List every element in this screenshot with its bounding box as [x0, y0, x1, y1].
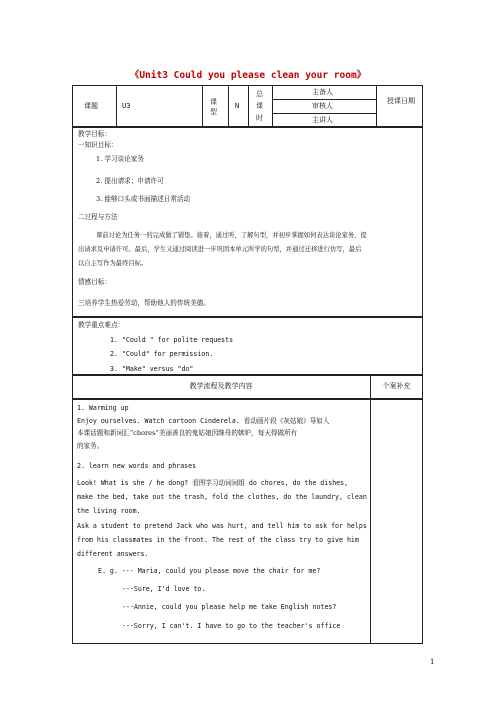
- document-title: 《Unit3 Could you please clean your room》: [129, 70, 367, 81]
- procedure-line: Look! What is she / he dong? 看图学习动词词组 do chores, do the dishes,: [77, 479, 349, 487]
- emotion-text: 三培养学生热爱劳动，帮助他人的传统美德。: [78, 299, 210, 307]
- role-lecturer: 主讲人: [312, 116, 333, 124]
- process-text-line: 课前讨论为任务一的完成做了铺垫。接着，通过听，了解句型，并初步掌握如何表达谈论家务，提: [96, 232, 367, 239]
- procedure-line: ---Sorry, I can't. I have to go to the teacher's office: [122, 622, 341, 630]
- procedure-line: Enjoy ourselves. Watch cartoon Cinderela. 看动画片段《灰姑娘》导如入: [77, 417, 330, 425]
- procedure-header-side: 个案补充: [382, 382, 411, 390]
- type-label: 课型: [210, 98, 217, 116]
- topic-label: 课题: [84, 102, 98, 110]
- emotion-heading: 情感目标：: [78, 278, 111, 286]
- procedure-line: Ask a student to pretend Jack who was hurt, and tell him to ask for helps: [77, 522, 367, 530]
- key-point-item: 3. "Make" versus "do": [110, 365, 194, 373]
- procedure-line: 2. learn new words and phrases: [77, 462, 197, 470]
- procedure-line: ---Annie, could you please help me take English notes?: [122, 603, 337, 611]
- key-point-item: 2. "Could" for permission.: [110, 350, 214, 358]
- procedure-line: different answers.: [77, 550, 149, 558]
- procedure-line: ---Sure, I'd love to.: [122, 585, 206, 593]
- total-label: 总课时: [256, 90, 263, 122]
- procedure-line: E. g. --- Maria, could you please move the chair for me?: [98, 567, 321, 575]
- process-heading: 二过程与方法: [78, 213, 118, 221]
- procedure-line: make the bed, take out the trash, fold the clothes, do the laundry, clean: [77, 493, 367, 501]
- knowledge-heading: 一知识目标：: [78, 141, 118, 149]
- role-reviewer: 审核人: [312, 102, 333, 110]
- procedure-line: 本课话题和新词汇“chores”美丽善良的鬼姑娘因继母的嫉妒，每天得做所有: [77, 429, 298, 437]
- goals-heading: 教学目标：: [78, 130, 111, 138]
- knowledge-item: 1. 学习谈论家务: [96, 155, 144, 163]
- topic-value: U3: [122, 102, 131, 110]
- procedure-line: 1. Warming up: [77, 404, 129, 412]
- procedure-line: 的家务。: [77, 442, 104, 450]
- procedure-header-main: 教学流程及教学内容: [189, 382, 253, 390]
- procedure-line: from his classmates in the front. The rest of the class try to give him: [77, 536, 359, 544]
- knowledge-item: 3. 能够口头或书面描述日常活动: [96, 195, 191, 203]
- date-label: 授课日期: [387, 97, 415, 105]
- type-value: N: [235, 102, 240, 110]
- page-number: 1: [430, 658, 435, 666]
- procedure-line: the living room.: [77, 507, 141, 515]
- process-text-line: 以自主写作为最终目标。: [78, 260, 148, 267]
- role-preparer: 主备人: [312, 88, 333, 96]
- process-text-line: 出请求及申请许可。最后，学生又通过阅读进一步巩固本单元所学的句型，并通过迁移进行仿写，最后: [78, 246, 362, 253]
- key-point-item: 1. "Could " for polite requests: [110, 336, 234, 344]
- key-points-heading: 教学重点难点：: [78, 321, 125, 329]
- knowledge-item: 2. 提出请求；申请许可: [96, 177, 164, 185]
